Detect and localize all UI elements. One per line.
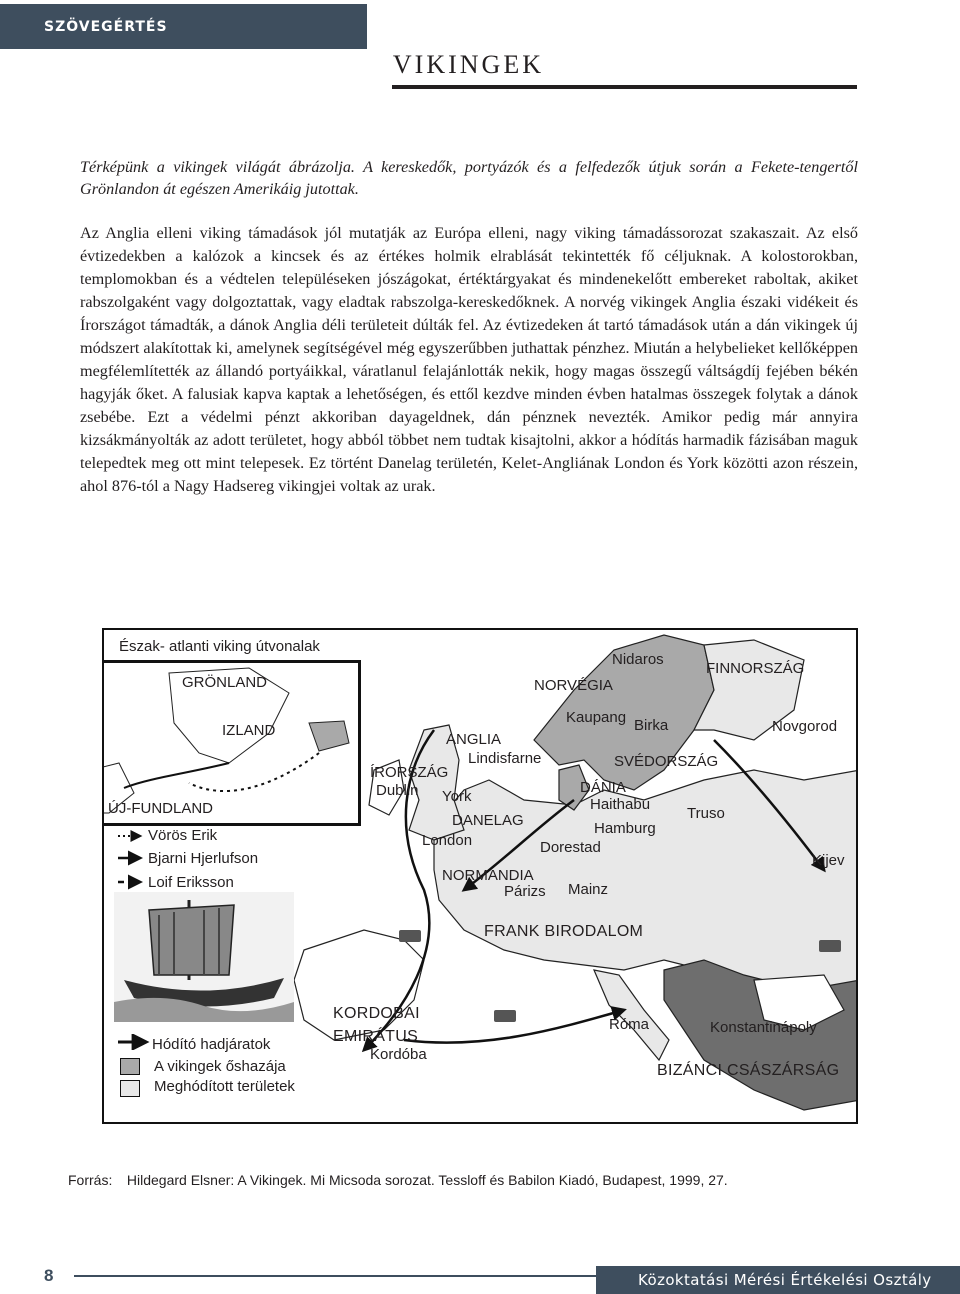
label-dania: DÁNIA [580, 779, 626, 796]
label-dublin: Dublin [376, 782, 419, 799]
label-svedorszag: SVÉDORSZÁG [614, 753, 719, 770]
viking-map-figure [102, 628, 858, 1124]
body-paragraph: Az Anglia elleni viking támadások jól mutatják az Európa elleni, nagy viking támadássorozat szakaszait. Az első évtizedekben a kalózok a kincsek és az értékes holmik elrablását tekintették fő céljuknak. A kolostorokban, templomokban és a védtelen településeken jószágokat, értéktárgyakat és mindenekelőtt embereket raboltak, akiket rabszolgaként vagy dolgoztattak, vagy eladtak rabszolga-kereskedőknek. A norvég vikingek Anglia északi vidékeit és Írországot támadták, a dánok Anglia déli területeit dúlták fel. Az évtizedeken át tartó támadások után a dán vikingek új módszert alakítottak ki, amelynek segítségével még egyszerűbben juthattak pénzhez. Miután a helybelieket kellőképpen megfélemlítették az állandó portyáikkal, váratlanul felajánlották nekik, hogy magas összegű váltságdíj fejében békén hagyják őket. A falusiak kapva kaptak a lehetőségen, és ettől kezdve minden évben hatalmas összegek folytak a dánok zsebébe. Ezt a védelmi pénzt akkoriban dayageldnek, dán pénznek nevezték. Amikor pedig már annyira kizsákmányolták az adott területet, hogy abból többet nem tudtak kisajtolni, akkor a hódítás harmadik fázisában maguk telepedtek meg ott mint telepesek. Ez történt Danelag területén, Kelet-Angliának London és York közötti azon részein, ahol 876-tól a Nagy Hadsereg vikingjei voltak az urak. [80, 224, 858, 495]
inset-route-solid [124, 763, 229, 788]
label-kaupang: Kaupang [566, 709, 627, 726]
label-emiratus: EMIRÁTUS [333, 1028, 419, 1045]
legend-oshaza: A vikingek őshazája [154, 1058, 286, 1075]
label-kordobai: KORDOBAI [333, 1005, 420, 1022]
label-konstantinapoly: Konstantinápoly [710, 1019, 817, 1036]
label-haithabu: Haithabu [590, 796, 651, 813]
iceland-landmass [309, 721, 349, 751]
ship-marker [494, 1010, 516, 1022]
footer-rule [74, 1275, 596, 1277]
label-irorszag: ÍRORSZÁG [370, 764, 449, 781]
viking-ship-illustration [114, 892, 294, 1022]
ship-marker [399, 930, 421, 942]
legend-swatch-homeland [120, 1058, 140, 1075]
label-novgorod: Novgorod [772, 718, 838, 735]
page-title: VIKINGEK [392, 50, 544, 79]
label-mainz: Mainz [568, 881, 609, 898]
legend-bjarni: Bjarni Hjerlufson [148, 850, 259, 867]
label-bizanci-csaszarsag: BIZÁNCI CSÁSZÁRSÁG [657, 1062, 840, 1079]
label-izland: IZLAND [222, 722, 276, 739]
label-york: York [442, 788, 472, 805]
label-frank-birodalom: FRANK BIRODALOM [484, 923, 644, 940]
label-nidaros: Nidaros [612, 651, 664, 668]
inset-route-dotted [189, 753, 319, 791]
legend-loif: Loif Eriksson [148, 874, 234, 891]
label-birka: Birka [634, 717, 669, 734]
section-label: SZÖVEGÉRTÉS [0, 4, 367, 49]
label-danelag: DANELAG [452, 812, 524, 829]
legend-voros-erik: Vörös Erik [148, 827, 218, 844]
label-gronland: GRÖNLAND [182, 674, 268, 691]
label-truso: Truso [687, 805, 725, 822]
footer-organization: Közoktatási Mérési Értékelési Osztály [596, 1266, 960, 1294]
label-uj-fundland: ÚJ-FUNDLAND [108, 800, 213, 817]
label-kijev: Kijev [812, 852, 845, 869]
source-text: Hildegard Elsner: A Vikingek. Mi Micsoda sorozat. Tessloff és Babilon Kiadó, Budapest, 1999, 27. [126, 1172, 728, 1188]
label-finnorszag: FINNORSZÁG [706, 660, 805, 677]
label-norvegia: NORVÉGIA [534, 677, 613, 694]
label-london: London [422, 832, 473, 849]
ship-marker [819, 940, 841, 952]
label-dorestad: Dorestad [540, 839, 601, 856]
intro-paragraph: Térképünk a vikingek világát ábrázolja. A kereskedők, portyázók és a felfedezők útjuk során a Fekete-tengertől Grönlandon át egészen Amerikáig jutottak. [80, 158, 858, 198]
legend-hodito: Hódító hadjáratok [152, 1036, 271, 1053]
legend-swatch-conquered [120, 1080, 140, 1097]
label-kordoba: Kordóba [370, 1046, 427, 1063]
title-underline [392, 85, 857, 89]
legend-arrow-icon [116, 1034, 150, 1050]
route-legend-symbols [116, 828, 148, 890]
page-number: 8 [44, 1266, 54, 1285]
iberia-landmass [294, 930, 424, 1040]
label-roma: Róma [609, 1016, 650, 1033]
label-normandia: NORMANDIA [442, 867, 534, 884]
label-anglia: ANGLIA [446, 731, 502, 748]
map-title: Észak- atlanti viking útvonalak [119, 638, 320, 655]
label-lindisfarne: Lindisfarne [468, 750, 542, 767]
label-hamburg: Hamburg [594, 820, 656, 837]
source-label: Forrás: [68, 1172, 113, 1188]
label-parizs: Párizs [504, 883, 546, 900]
legend-meghoditott: Meghódított területek [154, 1078, 295, 1095]
source-citation [68, 1172, 728, 1188]
